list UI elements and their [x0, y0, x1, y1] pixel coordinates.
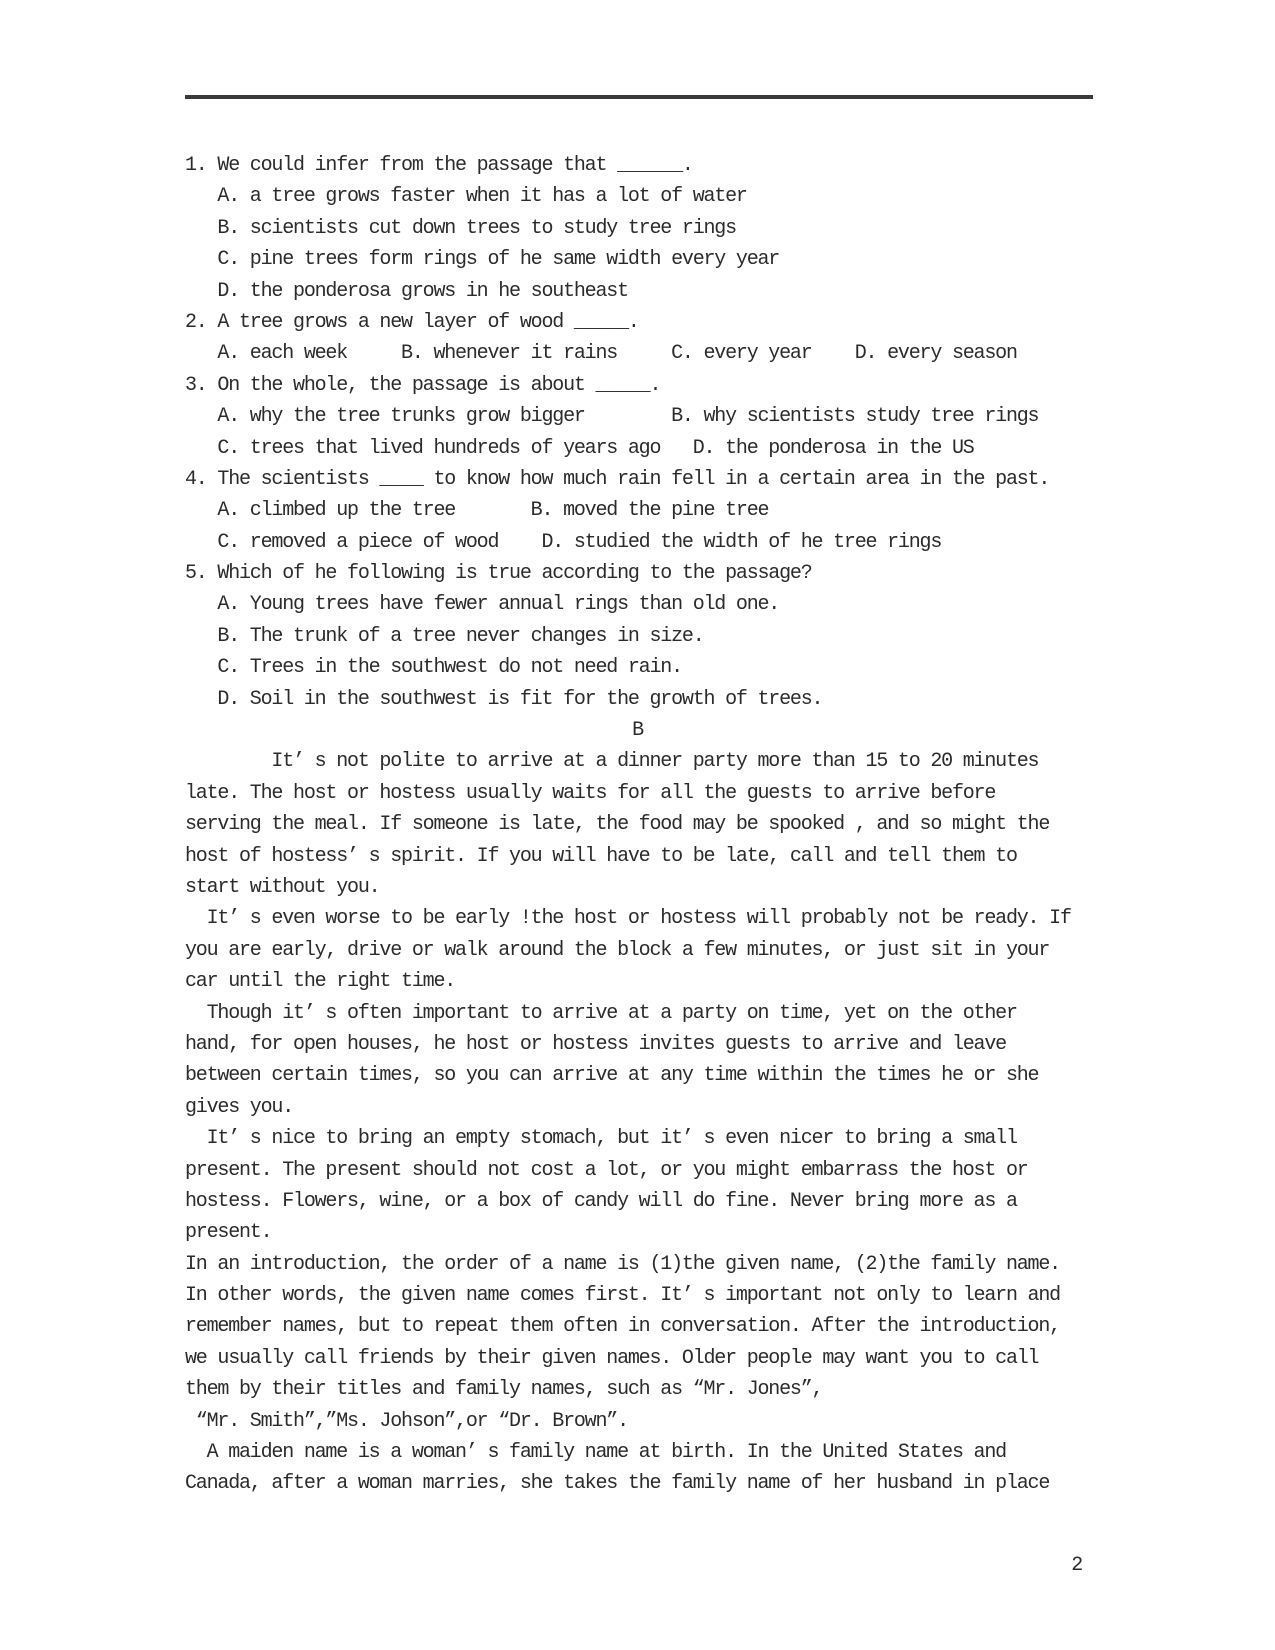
header-rule [185, 95, 1093, 99]
question-text-line: A. why the tree trunks grow bigger B. why scientists study tree rings [185, 405, 1039, 429]
question-text-line: C. removed a piece of wood D. studied the width of he tree rings [185, 530, 942, 554]
question-text-line: A. Young trees have fewer annual rings than old one. [185, 593, 780, 617]
passage-text-line: It’ s even worse to be early !the host or hostess will probably not be ready. If [185, 907, 1071, 931]
page-number: 2 [1071, 1554, 1082, 1577]
passage-text-line: them by their titles and family names, such as “Mr. Jones”, [185, 1378, 823, 1402]
question-text-line: C. Trees in the southwest do not need rain. [185, 656, 682, 680]
question-text-line: A. a tree grows faster when it has a lot of water [185, 185, 747, 209]
passage-text-line: we usually call friends by their given names. Older people may want you to call [185, 1346, 1039, 1370]
question-text-line: B. scientists cut down trees to study tree rings [185, 216, 736, 240]
passage-text-line: serving the meal. If someone is late, the food may be spooked , and so might the [185, 813, 1050, 837]
passage-text-line: A maiden name is a woman’ s family name at birth. In the United States and [185, 1441, 1006, 1465]
passage-text-line: “Mr. Smith”,”Ms. Johson”,or “Dr. Brown”. [185, 1409, 628, 1433]
passage-text-line: hostess. Flowers, wine, or a box of candy will do fine. Never bring more as a [185, 1189, 1017, 1213]
question-text-line: 5. Which of he following is true according to the passage? [185, 562, 812, 586]
question-text-line: 3. On the whole, the passage is about _____. [185, 373, 661, 397]
passage-text-line: hand, for open houses, he host or hostess invites guests to arrive and leave [185, 1032, 1006, 1056]
question-text-line: 2. A tree grows a new layer of wood _____. [185, 310, 639, 334]
passage-text-line: start without you. [185, 875, 380, 899]
passage-text-line: host of hostess’ s spirit. If you will have to be late, call and tell them to [185, 844, 1017, 868]
passage-text-line: present. [185, 1221, 272, 1245]
passage-text-line: It’ s not polite to arrive at a dinner party more than 15 to 20 minutes [185, 750, 1039, 774]
question-text-line: D. Soil in the southwest is fit for the growth of trees. [185, 687, 823, 711]
passage-text-line: present. The present should not cost a lot, or you might embarrass the host or [185, 1158, 1028, 1182]
question-text-line: B. The trunk of a tree never changes in size. [185, 624, 704, 648]
passage-text-line: car until the right time. [185, 970, 456, 994]
question-text-line: C. pine trees form rings of he same width every year [185, 248, 780, 272]
passage-text-line: remember names, but to repeat them often in conversation. After the introduction, [185, 1315, 1060, 1339]
question-text-line: C. trees that lived hundreds of years ago D. the ponderosa in the US [185, 436, 974, 460]
questions-block [185, 150, 1090, 715]
passage-block [185, 746, 1090, 1499]
question-text-line: A. climbed up the tree B. moved the pine tree [185, 499, 769, 523]
document-text-column [185, 150, 1090, 1500]
section-label: B [632, 719, 643, 743]
question-text-line: 4. The scientists ____ to know how much rain fell in a certain area in the past. [185, 467, 1050, 491]
question-text-line: 1. We could infer from the passage that ______. [185, 154, 693, 177]
passage-text-line: Though it’ s often important to arrive at a party on time, yet on the other [185, 1001, 1017, 1025]
passage-text-line: It’ s nice to bring an empty stomach, but it’ s even nicer to bring a small [185, 1127, 1017, 1151]
question-text-line: A. each week B. whenever it rains C. every year D. every season [185, 342, 1017, 366]
passage-text-line: late. The host or hostess usually waits for all the guests to arrive before [185, 781, 996, 805]
passage-text-line: gives you. [185, 1095, 294, 1119]
passage-text-line: you are early, drive or walk around the block a few minutes, or just sit in your [185, 938, 1050, 962]
question-text-line: D. the ponderosa grows in he southeast [185, 279, 628, 303]
passage-text-line: In other words, the given name comes first. It’ s important not only to learn and [185, 1284, 1060, 1308]
passage-text-line: Canada, after a woman marries, she takes the family name of her husband in place [185, 1472, 1050, 1496]
passage-text-line: In an introduction, the order of a name is (1)the given name, (2)the family name. [185, 1252, 1060, 1276]
passage-text-line: between certain times, so you can arrive at any time within the times he or she [185, 1064, 1039, 1088]
